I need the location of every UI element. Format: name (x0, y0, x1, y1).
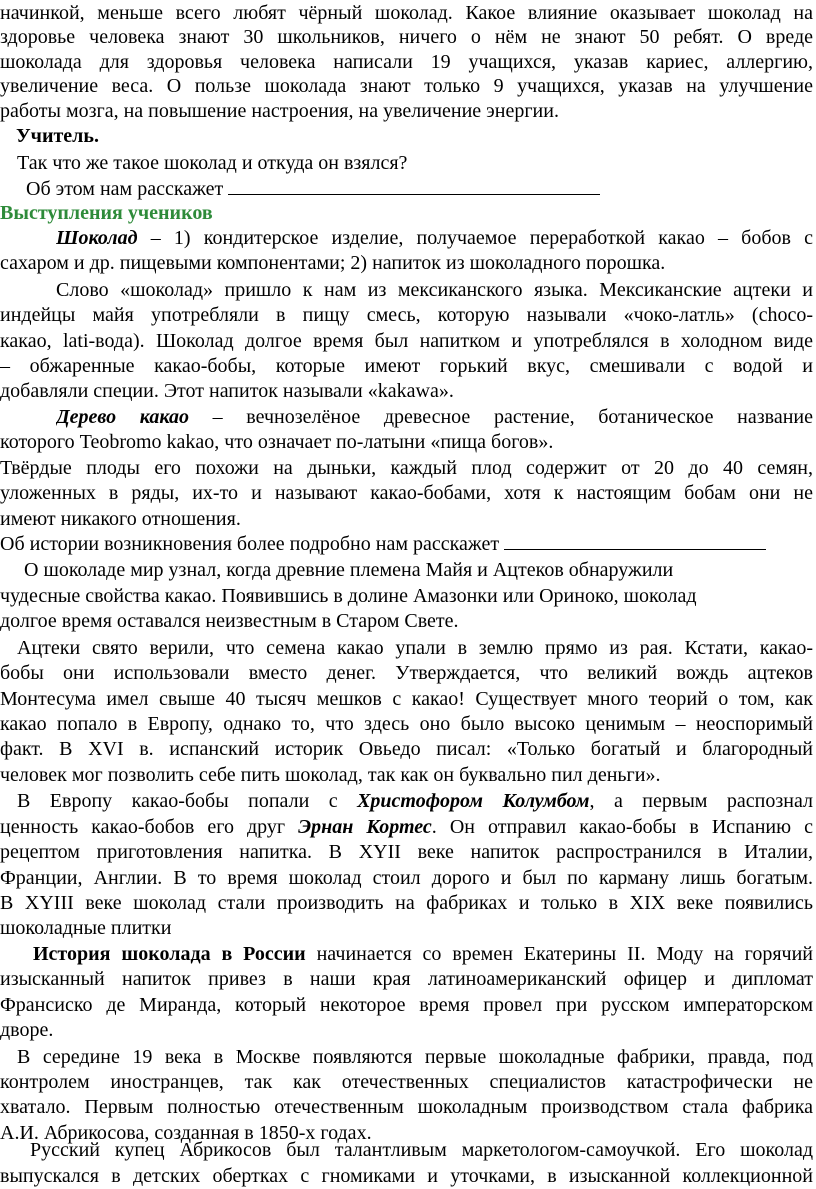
text-line (0, 814, 813, 840)
text-line: Франции, Англии. В то время шоколад стоил дорого и был по карману лишь богатым. (0, 867, 813, 889)
text-line: факт. В XVI в. испанский историк Овьедо писал: «Только богатый и благородный (0, 738, 813, 760)
text-line: начинкой, меньше всего любят чёрный шоколад. Какое влияние оказывает шоколад на (0, 2, 813, 24)
text-line: – обжаренные какао-бобы, которые имеют горький вкус, смешивали с водой и (0, 355, 813, 377)
text-line: А.И. Абрикосова, созданная в 1850-х годах. (0, 1122, 372, 1144)
text-line: уложенных в ряды, их-то и называют какао-бобами, хотя к настоящим бобам они не (0, 482, 813, 504)
text-line: выпускался в детских обертках с гномиками и уточками, в изысканной коллекционной (0, 1165, 813, 1187)
text-line: шоколадные плитки (0, 917, 172, 939)
tree-term: Дерево какао (56, 406, 190, 428)
text-line: какао попало в Европу, однако то, что здесь оно было высоко ценимым – неоспоримый (0, 713, 813, 735)
text-line: Слово «шоколад» пришло к нам из мексиканского языка. Мексиканские ацтеки и (56, 279, 813, 301)
europe-text-d: . Он отправил какао-бобы в Испанию с (431, 816, 813, 838)
text-line: Монтесума имел свыше 40 тысяч мешков с какао! Существует много теорий о том, как (0, 688, 813, 710)
text-line: Русский купец Абрикосов был талантливым маркетологом-самоучкой. Его шоколад (30, 1139, 813, 1161)
text-line: человек мог позволить себе пить шоколад, так как он буквально пил деньги». (0, 764, 661, 786)
speaker-prefix: Об этом нам расскажет (26, 178, 224, 200)
speaker-line (26, 176, 816, 202)
definition-text: – 1) кондитерское изделие, получаемое переработкой какао – бобов с (137, 227, 813, 249)
text-line: чудесные свойства какао. Появившись в долине Амазонки или Ориноко, шоколад (0, 585, 697, 607)
text-line: индейцы майя употребляли в пищу смесь, которую называли «чоко-латль» (choco- (0, 304, 813, 326)
europe-text-b: , а первым распознал (589, 790, 813, 812)
teacher-label (16, 123, 816, 149)
columbus-name: Христофором Колумбом (357, 790, 590, 812)
text-line: долгое время оставался неизвестным в Старом Свете. (0, 610, 459, 632)
blank-line (504, 531, 766, 550)
text-line: увеличение веса. О пользе шоколада знают только 9 учащихся, указав на улучшение (0, 75, 813, 97)
tree-text: – вечнозелёное древесное растение, ботаническое название (189, 406, 813, 428)
text-line: О шоколаде мир узнал, когда древние племена Майя и Ацтеков обнаружили (24, 559, 674, 581)
russia-heading: История шоколада в России (33, 943, 306, 965)
text-line (17, 788, 813, 814)
blank-line (228, 176, 600, 195)
text-line: какао, lati-вода). Шоколад долгое время был напитком и употреблялся в холодном виде (0, 330, 813, 352)
text-line: Ацтеки свято верили, что семена какао упали в землю прямо из рая. Кстати, какао- (17, 637, 813, 659)
text-line: здоровье человека знают 30 школьников, ничего о нём не знают 50 ребят. О вреде (0, 26, 813, 48)
text-line: контролем иностранцев, так как отечественных специалистов катастрофически не (0, 1071, 813, 1093)
text-line: рецептом приготовления напитка. В XYII веке напиток распространился в Италии, (0, 841, 813, 863)
text-line: В XYIII веке шоколад стали производить на фабриках и только в XIX веке появились (0, 892, 813, 914)
text-line: бобы они использовали вместо денег. Утверждается, что великий вождь ацтеков (0, 662, 813, 684)
definition-line (56, 225, 813, 251)
definition-term: Шоколад (56, 227, 138, 249)
text-line: добавляли специи. Этот напиток называли «kakawa». (0, 380, 454, 402)
text-line: шоколада для здоровья человека написали 19 учащихся, указав кариес, аллергию, (0, 51, 813, 73)
history-prefix: Об истории возникновения более подробно нам расскажет (0, 533, 500, 555)
text-line: которого Teobromo kakao, что означает по-латыни «пища богов». (0, 431, 554, 453)
text-line: дворе. (0, 1019, 54, 1041)
definition-line (56, 404, 813, 430)
europe-text-c: ценность какао-бобов его друг (0, 816, 299, 838)
text-line: Франсиско де Миранда, который некоторое время провел при русском императорском (0, 994, 813, 1016)
europe-text-a: В Европу какао-бобы попали с (17, 790, 358, 812)
question-line: Так что же такое шоколад и откуда он взялся? (17, 152, 408, 174)
russia-text: начинается со времен Екатерины II. Моду на горячий (305, 943, 813, 965)
teacher-label-text: Учитель. (16, 125, 99, 147)
text-line: Твёрдые плоды его похожи на дыньки, каждый плод содержит от 20 до 40 семян, (0, 457, 813, 479)
speaker-line (0, 531, 813, 557)
section-heading (0, 200, 813, 226)
text-line: сахаром и др. пищевыми компонентами; 2) напиток из шоколадного порошка. (0, 252, 666, 274)
text-line: имеют никакого отношения. (0, 508, 241, 530)
text-line: В середине 19 века в Москве появляются первые шоколадные фабрики, правда, под (17, 1046, 813, 1068)
section-heading-text: Выступления учеников (0, 202, 213, 224)
cortes-name: Эрнан Кортес (298, 816, 432, 838)
text-line: хватало. Первым полностью отечественным шоколадным производством стала фабрика (0, 1096, 813, 1118)
text-line: изысканный напиток привез в наши края латиноамериканский офицер и дипломат (0, 968, 813, 990)
text-line (33, 941, 813, 967)
text-line: работы мозга, на повышение настроения, на увеличение энергии. (0, 100, 559, 122)
